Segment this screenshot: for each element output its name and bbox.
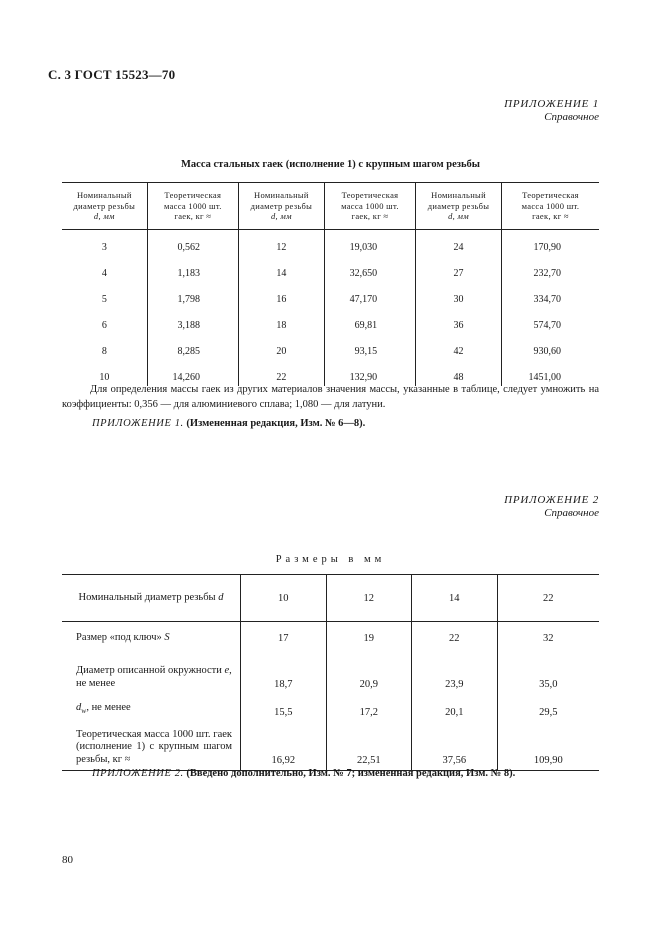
table1-header-diameter: Номинальный диаметр резьбы d, мм bbox=[416, 183, 502, 230]
table-cell: 30 bbox=[416, 282, 502, 308]
table-cell: 23,9 bbox=[412, 654, 498, 694]
table-cell: 36 bbox=[416, 308, 502, 334]
table-cell: 37,56 bbox=[412, 722, 498, 771]
row-label-diameter: Номинальный диаметр резьбы d bbox=[62, 575, 241, 622]
table-cell: 20,1 bbox=[412, 694, 498, 722]
table-row bbox=[62, 334, 599, 360]
table-cell: 8,285 bbox=[147, 334, 238, 360]
table-cell: 4 bbox=[62, 256, 147, 282]
coefficient-note: Для определения массы гаек из других материалов значения массы, указанные в таблице, следует умножить на коэффициенты: 0,356 — для алюминиевого сплава; 1,080 — для латуни. bbox=[62, 384, 599, 410]
table-cell: 10 bbox=[241, 575, 327, 622]
table-cell: 12 bbox=[326, 575, 412, 622]
appendix1-heading bbox=[504, 98, 599, 124]
table-cell: 35,0 bbox=[539, 679, 558, 690]
table-row bbox=[62, 282, 599, 308]
table-cell: 20,9 bbox=[326, 654, 412, 694]
table1-header-diameter: Номинальный диаметр резьбы d, мм bbox=[62, 183, 147, 230]
table1-header-mass: Теоретическая масса 1000 шт. гаек, кг ≈ bbox=[501, 183, 599, 230]
appendix2-title: ПРИЛОЖЕНИЕ 2 bbox=[504, 494, 599, 506]
row-label-mass: Теоретическая масса 1000 шт. гаек (исполнение 1) с крупным шагом резьбы, кг ≈ bbox=[62, 722, 241, 771]
table-cell: 29,5 bbox=[539, 707, 558, 718]
table-cell: 170,90 bbox=[533, 242, 561, 253]
table-cell: 109,90 bbox=[497, 722, 599, 771]
table-cell: 18,7 bbox=[241, 654, 327, 694]
table-row bbox=[62, 654, 599, 694]
row-label-dw: $d_w$, не менее bbox=[62, 694, 241, 722]
table-row bbox=[62, 308, 599, 334]
table-cell: 20 bbox=[238, 334, 324, 360]
table-cell: 10 bbox=[62, 360, 147, 386]
table-cell: 27 bbox=[416, 256, 502, 282]
row-label-circumscribed-diameter: Диаметр описанной окружности e, не менее bbox=[62, 654, 241, 694]
appendix1-reference bbox=[92, 418, 365, 429]
table-cell: 93,15 bbox=[324, 334, 415, 360]
table-cell: 5 bbox=[62, 282, 147, 308]
table-cell: 32,650 bbox=[324, 256, 415, 282]
page-number: 80 bbox=[62, 854, 73, 866]
table-row bbox=[62, 230, 599, 257]
dimensions-table bbox=[62, 574, 599, 771]
table-cell: 3 bbox=[62, 230, 147, 257]
table-cell: 14,260 bbox=[147, 360, 238, 386]
mass-table bbox=[62, 182, 599, 386]
table1-header-mass: Теоретическая масса 1000 шт. гаек, кг ≈ bbox=[324, 183, 415, 230]
table-cell: 19,030 bbox=[324, 230, 415, 257]
ref1-label: ПРИЛОЖЕНИЕ 1. bbox=[92, 418, 184, 429]
table-cell: 8 bbox=[62, 334, 147, 360]
table-cell: 574,70 bbox=[533, 320, 561, 331]
table-row bbox=[62, 256, 599, 282]
appendix2-heading bbox=[504, 494, 599, 520]
table-cell: 930,60 bbox=[533, 346, 561, 357]
table1-title: Масса стальных гаек (исполнение 1) с крупным шагом резьбы bbox=[181, 159, 480, 170]
ref2-label: ПРИЛОЖЕНИЕ 2. bbox=[92, 768, 184, 779]
table-cell: 16 bbox=[238, 282, 324, 308]
ref2-text: (Введено дополнительно, Изм. № 7; измененная редакция, Изм. № 8). bbox=[186, 768, 516, 779]
table-cell: 3,188 bbox=[147, 308, 238, 334]
table-cell: 0,562 bbox=[147, 230, 238, 257]
appendix2-reference bbox=[92, 768, 515, 779]
table-cell: 47,170 bbox=[324, 282, 415, 308]
table-cell: 1,798 bbox=[147, 282, 238, 308]
table-cell: 48 bbox=[416, 360, 502, 386]
table-cell: 1,183 bbox=[147, 256, 238, 282]
table-cell: 19 bbox=[326, 622, 412, 655]
table-cell: 22,51 bbox=[326, 722, 412, 771]
table-cell: 18 bbox=[238, 308, 324, 334]
table-row bbox=[62, 575, 599, 622]
table2-caption: Размеры в мм bbox=[275, 554, 386, 565]
appendix1-subtitle: Справочное bbox=[544, 111, 599, 123]
table-cell: 1451,00 bbox=[528, 372, 561, 383]
appendix1-title: ПРИЛОЖЕНИЕ 1 bbox=[504, 98, 599, 110]
table-cell: 17 bbox=[241, 622, 327, 655]
table-cell: 42 bbox=[416, 334, 502, 360]
table-cell: 17,2 bbox=[326, 694, 412, 722]
table-cell: 16,92 bbox=[241, 722, 327, 771]
table-cell: 69,81 bbox=[324, 308, 415, 334]
row-label-wrench-size: Размер «под ключ» S bbox=[62, 622, 241, 655]
page-header: С. 3 ГОСТ 15523—70 bbox=[48, 67, 176, 82]
table-row bbox=[62, 694, 599, 722]
table-cell: 22 bbox=[412, 622, 498, 655]
table-cell: 132,90 bbox=[324, 360, 415, 386]
table1-header-mass: Теоретическая масса 1000 шт. гаек, кг ≈ bbox=[147, 183, 238, 230]
table-row bbox=[62, 722, 599, 771]
table-cell: 15,5 bbox=[241, 694, 327, 722]
table-cell: 14 bbox=[412, 575, 498, 622]
table-cell: 6 bbox=[62, 308, 147, 334]
table-cell: 232,70 bbox=[533, 268, 561, 279]
table1-header-diameter: Номинальный диаметр резьбы d, мм bbox=[238, 183, 324, 230]
table-cell: 22 bbox=[238, 360, 324, 386]
table-cell: 14 bbox=[238, 256, 324, 282]
table-cell: 334,70 bbox=[533, 294, 561, 305]
ref1-text: (Измененная редакция, Изм. № 6—8). bbox=[186, 418, 366, 429]
table-cell: 12 bbox=[238, 230, 324, 257]
table-cell: 32 bbox=[543, 632, 554, 644]
table-cell: 24 bbox=[416, 230, 502, 257]
table-cell: 22 bbox=[497, 575, 599, 622]
table-row bbox=[62, 622, 599, 655]
appendix2-subtitle: Справочное bbox=[544, 507, 599, 519]
